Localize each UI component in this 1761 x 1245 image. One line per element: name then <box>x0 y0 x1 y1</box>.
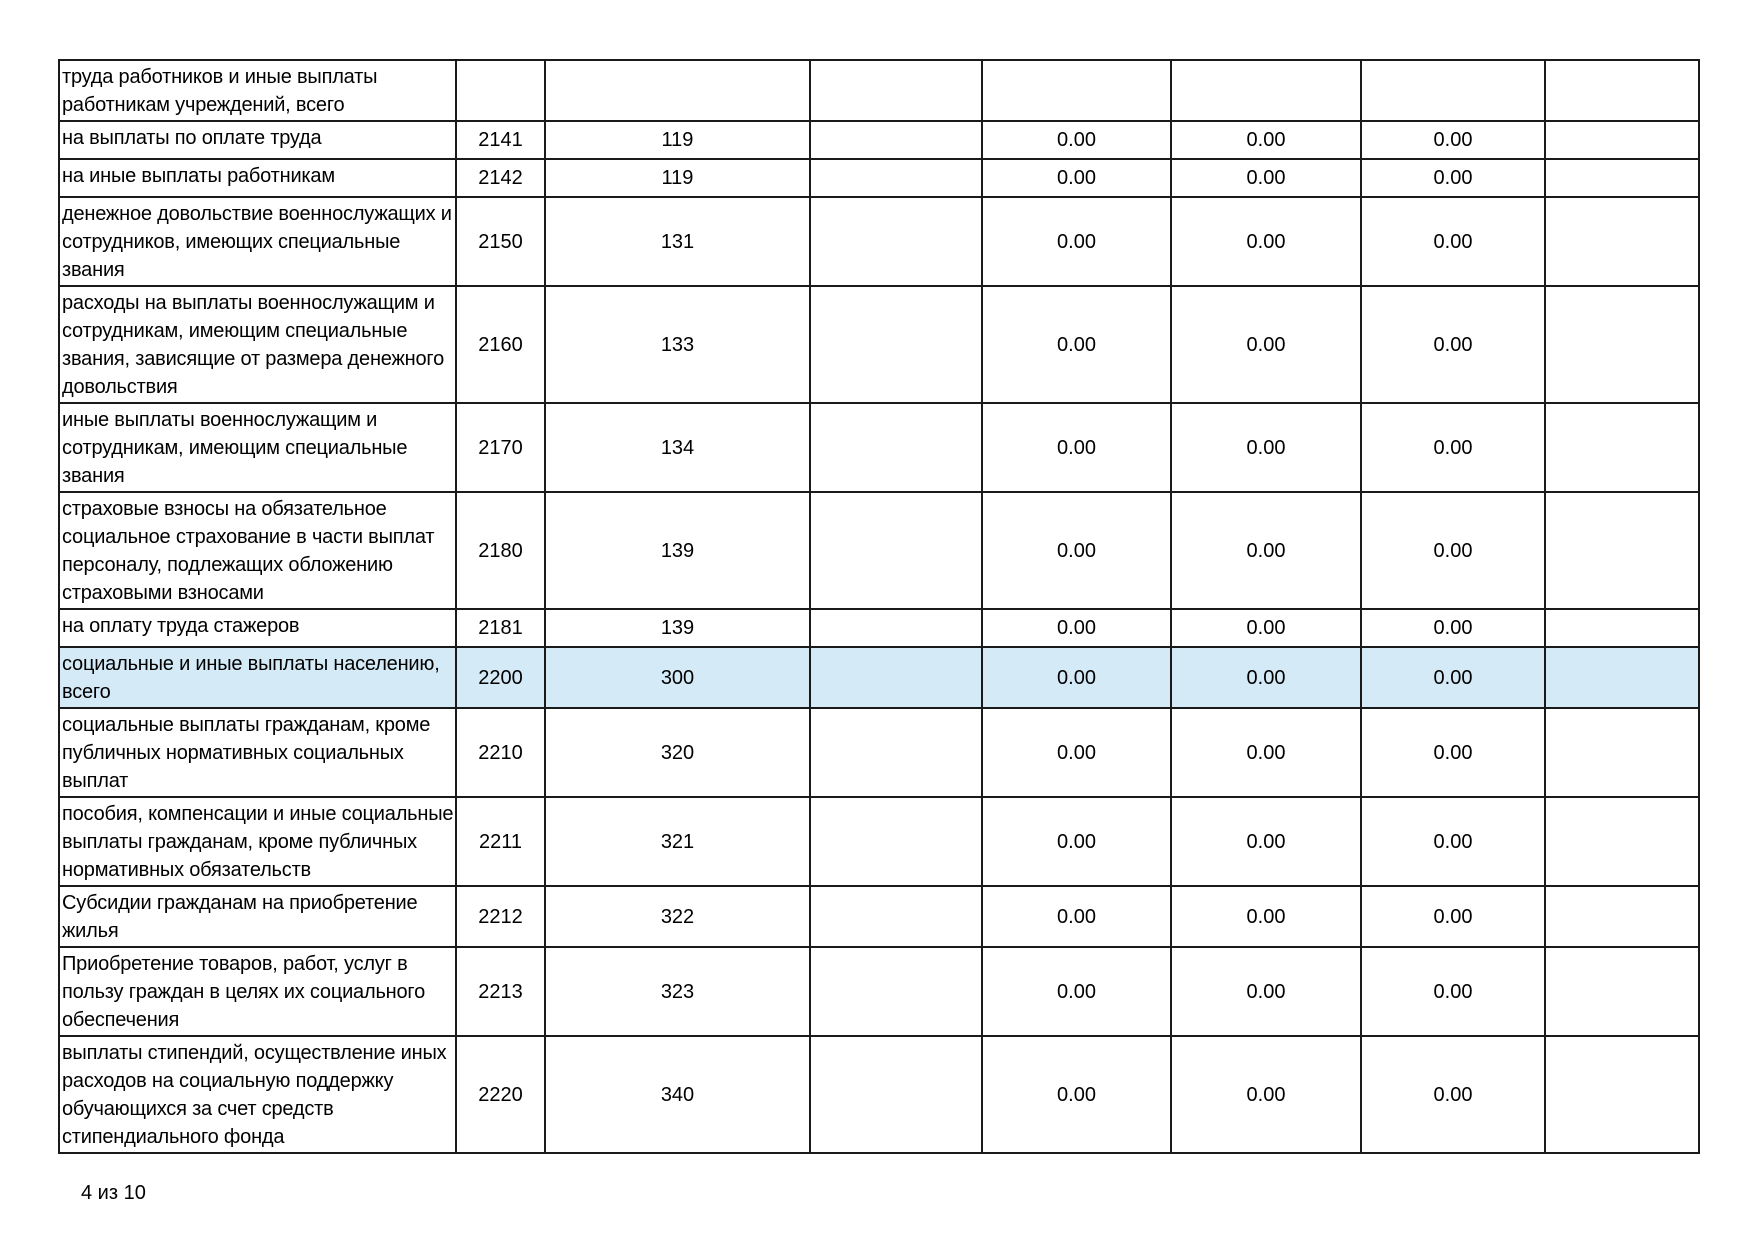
row-description: страховые взносы на обязательное социальное страхование в части выплат персоналу, подлежащих обложению страховыми взносами <box>59 492 456 609</box>
table-row <box>59 886 1699 947</box>
row-value-1: 0.00 <box>982 947 1171 1036</box>
row-kbk-code: 134 <box>545 403 810 492</box>
row-value-3: 0.00 <box>1361 197 1545 286</box>
row-value-2: 0.00 <box>1171 492 1361 609</box>
row-value-2: 0.00 <box>1171 609 1361 647</box>
row-note <box>1545 708 1699 797</box>
row-description: на оплату труда стажеров <box>59 609 456 647</box>
row-extra-code <box>810 947 982 1036</box>
row-value-1: 0.00 <box>982 159 1171 197</box>
row-line-code: 2150 <box>456 197 545 286</box>
row-extra-code <box>810 647 982 708</box>
row-extra-code <box>810 159 982 197</box>
row-line-code: 2212 <box>456 886 545 947</box>
row-kbk-code: 131 <box>545 197 810 286</box>
row-extra-code <box>810 797 982 886</box>
page-number: 4 из 10 <box>81 1182 146 1204</box>
row-extra-code <box>810 1036 982 1153</box>
row-description: пособия, компенсации и иные социальные выплаты гражданам, кроме публичных нормативных обязательств <box>59 797 456 886</box>
row-note <box>1545 159 1699 197</box>
row-extra-code <box>810 886 982 947</box>
row-value-3: 0.00 <box>1361 403 1545 492</box>
table-row <box>59 492 1699 609</box>
row-description: расходы на выплаты военнослужащим и сотрудникам, имеющим специальные звания, зависящие от размера денежного довольствия <box>59 286 456 403</box>
row-note <box>1545 286 1699 403</box>
table-row <box>59 159 1699 197</box>
row-value-3: 0.00 <box>1361 647 1545 708</box>
row-note <box>1545 403 1699 492</box>
row-extra-code <box>810 286 982 403</box>
row-value-2: 0.00 <box>1171 159 1361 197</box>
row-extra-code <box>810 708 982 797</box>
row-extra-code <box>810 609 982 647</box>
row-value-3: 0.00 <box>1361 797 1545 886</box>
row-value-1: 0.00 <box>982 403 1171 492</box>
row-description: на выплаты по оплате труда <box>59 121 456 159</box>
table-row <box>59 797 1699 886</box>
row-note <box>1545 60 1699 121</box>
row-line-code: 2211 <box>456 797 545 886</box>
table-row <box>59 121 1699 159</box>
row-note <box>1545 647 1699 708</box>
row-value-1 <box>982 60 1171 121</box>
row-kbk-code: 119 <box>545 121 810 159</box>
row-kbk-code: 322 <box>545 886 810 947</box>
row-extra-code <box>810 60 982 121</box>
row-value-1: 0.00 <box>982 647 1171 708</box>
row-description: денежное довольствие военнослужащих и сотрудников, имеющих специальные звания <box>59 197 456 286</box>
row-note <box>1545 492 1699 609</box>
row-value-3: 0.00 <box>1361 286 1545 403</box>
row-line-code: 2181 <box>456 609 545 647</box>
row-value-1: 0.00 <box>982 708 1171 797</box>
row-value-3: 0.00 <box>1361 121 1545 159</box>
row-kbk-code: 340 <box>545 1036 810 1153</box>
budget-table <box>58 59 1700 1154</box>
row-value-1: 0.00 <box>982 609 1171 647</box>
row-value-1: 0.00 <box>982 197 1171 286</box>
row-value-3: 0.00 <box>1361 1036 1545 1153</box>
row-value-1: 0.00 <box>982 492 1171 609</box>
row-value-1: 0.00 <box>982 1036 1171 1153</box>
row-value-2 <box>1171 60 1361 121</box>
row-extra-code <box>810 403 982 492</box>
row-note <box>1545 886 1699 947</box>
row-extra-code <box>810 492 982 609</box>
table-row-highlighted <box>59 647 1699 708</box>
row-value-1: 0.00 <box>982 121 1171 159</box>
row-line-code: 2213 <box>456 947 545 1036</box>
row-description: Приобретение товаров, работ, услуг в пользу граждан в целях их социального обеспечения <box>59 947 456 1036</box>
row-description: иные выплаты военнослужащим и сотрудникам, имеющим специальные звания <box>59 403 456 492</box>
row-description: выплаты стипендий, осуществление иных расходов на социальную поддержку обучающихся за счет средств стипендиального фонда <box>59 1036 456 1153</box>
row-value-2: 0.00 <box>1171 708 1361 797</box>
row-line-code: 2170 <box>456 403 545 492</box>
row-value-2: 0.00 <box>1171 121 1361 159</box>
row-value-3: 0.00 <box>1361 159 1545 197</box>
row-line-code: 2142 <box>456 159 545 197</box>
row-value-2: 0.00 <box>1171 947 1361 1036</box>
row-line-code: 2220 <box>456 1036 545 1153</box>
row-kbk-code: 133 <box>545 286 810 403</box>
row-value-2: 0.00 <box>1171 286 1361 403</box>
row-kbk-code: 139 <box>545 609 810 647</box>
row-value-2: 0.00 <box>1171 647 1361 708</box>
row-value-3 <box>1361 60 1545 121</box>
row-value-1: 0.00 <box>982 797 1171 886</box>
table-row <box>59 947 1699 1036</box>
row-line-code: 2210 <box>456 708 545 797</box>
row-line-code: 2180 <box>456 492 545 609</box>
row-value-3: 0.00 <box>1361 492 1545 609</box>
row-line-code: 2160 <box>456 286 545 403</box>
row-description: социальные и иные выплаты населению, всего <box>59 647 456 708</box>
row-value-2: 0.00 <box>1171 197 1361 286</box>
table-row <box>59 197 1699 286</box>
row-value-2: 0.00 <box>1171 886 1361 947</box>
row-note <box>1545 797 1699 886</box>
table-row <box>59 60 1699 121</box>
row-kbk-code: 321 <box>545 797 810 886</box>
row-kbk-code: 139 <box>545 492 810 609</box>
row-description: социальные выплаты гражданам, кроме публичных нормативных социальных выплат <box>59 708 456 797</box>
row-kbk-code: 320 <box>545 708 810 797</box>
row-value-3: 0.00 <box>1361 609 1545 647</box>
row-line-code: 2141 <box>456 121 545 159</box>
row-value-3: 0.00 <box>1361 708 1545 797</box>
table-row <box>59 708 1699 797</box>
row-description: труда работников и иные выплаты работникам учреждений, всего <box>59 60 456 121</box>
row-value-2: 0.00 <box>1171 1036 1361 1153</box>
row-line-code <box>456 60 545 121</box>
row-value-3: 0.00 <box>1361 947 1545 1036</box>
table-row <box>59 1036 1699 1153</box>
row-value-2: 0.00 <box>1171 797 1361 886</box>
row-kbk-code: 323 <box>545 947 810 1036</box>
table-row <box>59 286 1699 403</box>
row-description: на иные выплаты работникам <box>59 159 456 197</box>
row-kbk-code: 300 <box>545 647 810 708</box>
table-row <box>59 609 1699 647</box>
row-value-1: 0.00 <box>982 886 1171 947</box>
row-kbk-code: 119 <box>545 159 810 197</box>
row-kbk-code <box>545 60 810 121</box>
row-note <box>1545 609 1699 647</box>
row-note <box>1545 197 1699 286</box>
row-note <box>1545 121 1699 159</box>
row-line-code: 2200 <box>456 647 545 708</box>
row-value-2: 0.00 <box>1171 403 1361 492</box>
row-note <box>1545 947 1699 1036</box>
row-value-3: 0.00 <box>1361 886 1545 947</box>
row-value-1: 0.00 <box>982 286 1171 403</box>
table-row <box>59 403 1699 492</box>
row-extra-code <box>810 121 982 159</box>
row-extra-code <box>810 197 982 286</box>
row-note <box>1545 1036 1699 1153</box>
row-description: Субсидии гражданам на приобретение жилья <box>59 886 456 947</box>
